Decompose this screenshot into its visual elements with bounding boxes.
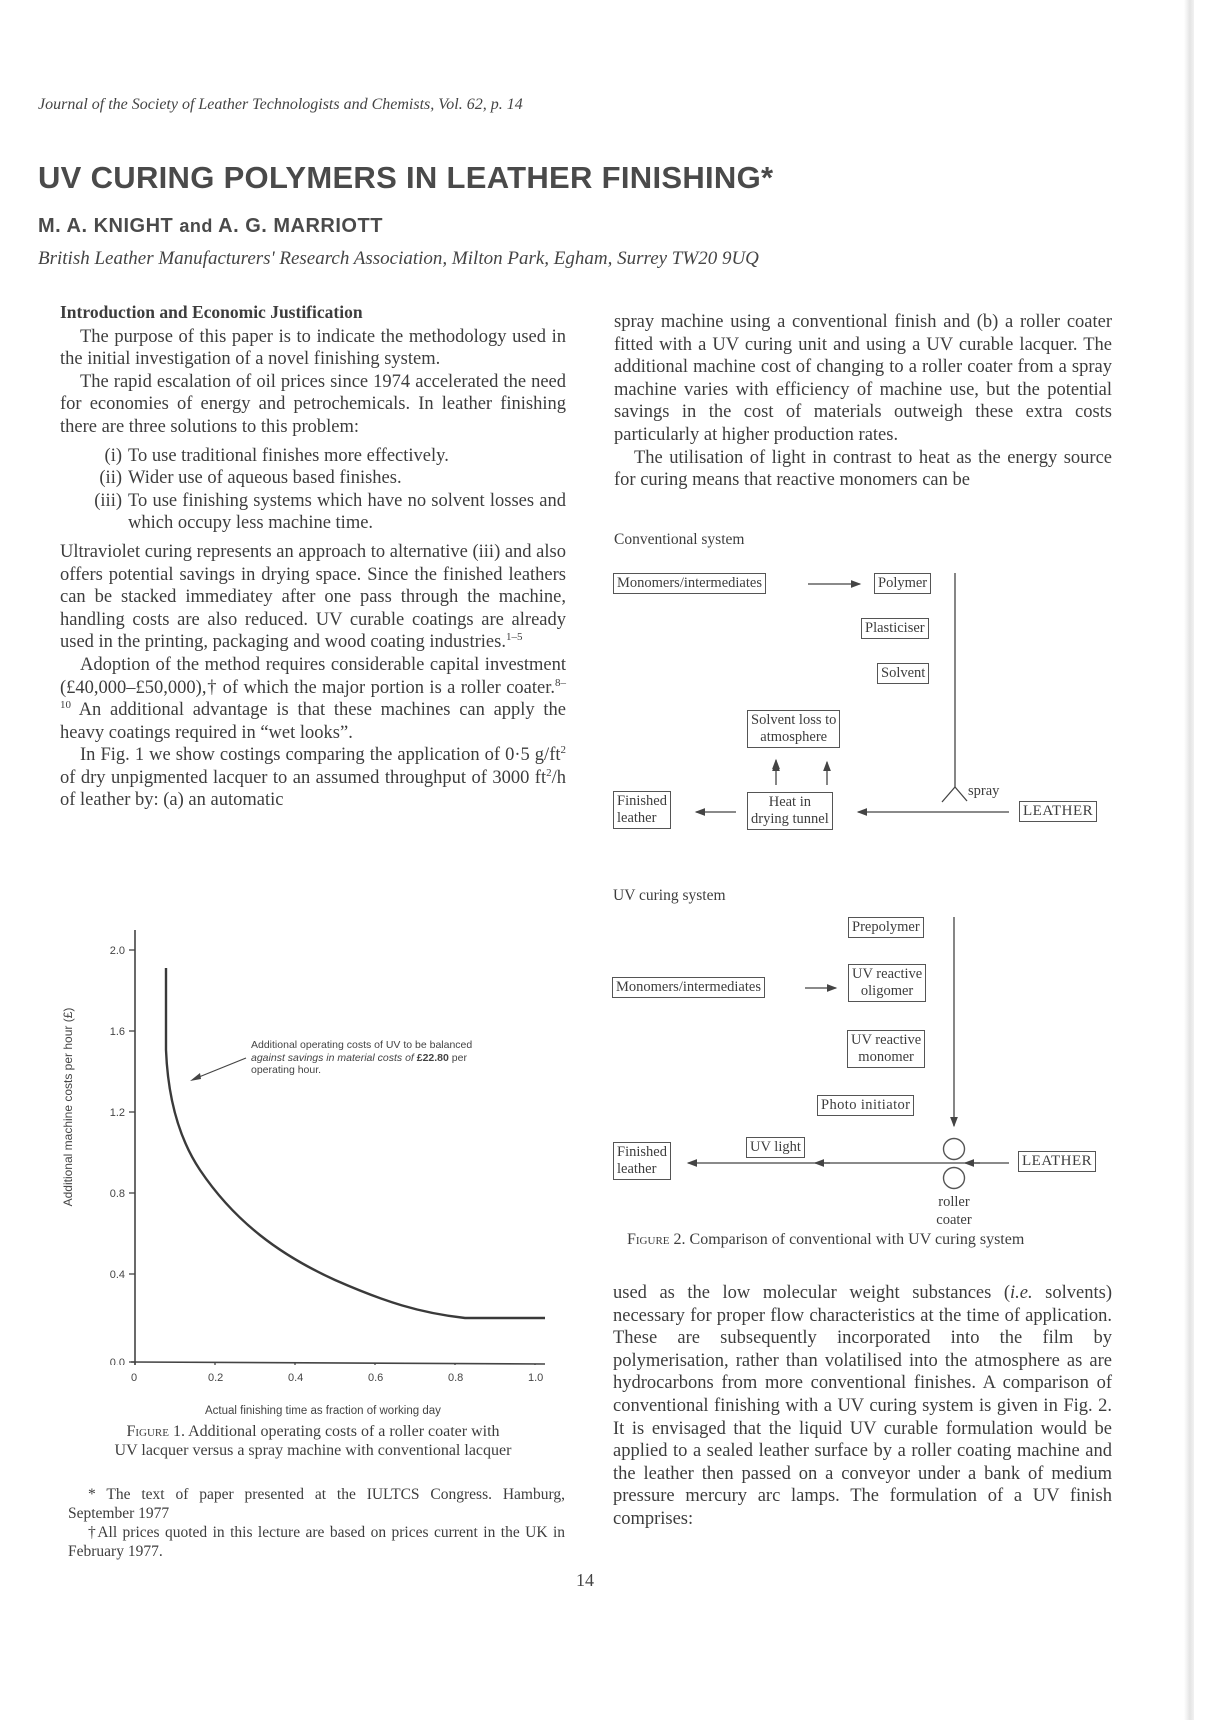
chart-annotation: Additional operating costs of UV to be balanced against savings in material costs of £22.80 per operating hour. (251, 1039, 473, 1076)
section-heading: Introduction and Economic Justification (60, 302, 363, 322)
box-uv-oligomer: UV reactive oligomer (848, 964, 926, 1002)
y-axis-label: Additional machine costs per hour (£) (61, 1007, 75, 1207)
left-column (60, 301, 566, 812)
citation-superscript: 1–5 (505, 631, 523, 644)
roller-coater-label: roller coater (936, 1194, 972, 1228)
paragraph: Ultraviolet curing represents an approach to alternative (iii) and also offers potential savings in drying space. Since the finished leathers can be stacked immediatey after one pass through the machine, handling costs are also reduced. UV curable coatings are already used in the printing, packaging and wood coating industries.$^{1-5}$ (60, 541, 566, 653)
paragraph: used as the low molecular weight substances (i.e. solvents) necessary for proper flow characteristics at the time of application. These are subsequently incorporated into the film by polymerisation, rather than volatilised into the atmosphere as are hydrocarbons from more conventional finishes. A comparison of conventional finishing with a UV curing system is given in Fig. 2. It is envisaged that the liquid UV curable formulation would be applied to a sealed leather surface by a roller coating machine and the leather then passed on a conveyor under a bank of medium pressure mercury arc lamps. The formulation of a UV finish comprises: (613, 1283, 1112, 1529)
footnote: †All prices quoted in this lecture are based on prices current in the UK in February 1977. (68, 1524, 565, 1560)
list-item: (i) To use traditional finishes more effectively. (104, 445, 449, 466)
solutions-list (60, 445, 566, 535)
x-tick-label: 0.2 (208, 1372, 224, 1384)
x-tick-label: 1.0 (528, 1372, 544, 1384)
x-axis-label: Actual finishing time as fraction of working day (205, 1405, 441, 1417)
list-item: (iii) To use finishing systems which have no solvent losses and which occupy less machine time. (94, 490, 566, 534)
roller-bottom-icon (944, 1168, 965, 1189)
y-tick-label: 0.4 (109, 1269, 125, 1281)
x-tick-label: 0.6 (368, 1372, 384, 1384)
x-tick-label: 0.4 (288, 1372, 304, 1384)
paragraph: The utilisation of light in contrast to heat as the energy source for curing means that reactive monomers can be (614, 447, 1112, 491)
affiliation: British Leather Manufacturers' Research Association, Milton Park, Egham, Surrey TW20 9UQ (38, 248, 759, 269)
paragraph: The rapid escalation of oil prices since 1974 accelerated the need for economies of energy and petrochemicals. In leather finishing there are three solutions to this problem: (60, 371, 566, 437)
box-monomers: Monomers/intermediates (613, 573, 766, 594)
y-tick-label: 0.8 (109, 1188, 125, 1200)
right-column-bottom (613, 1282, 1112, 1531)
x-tick-label: 0 (131, 1372, 138, 1384)
cost-curve (166, 968, 545, 1318)
author-and: and (179, 216, 213, 236)
footnotes (68, 1485, 565, 1561)
figure-1-chart (60, 925, 580, 1365)
box-finished-leather: Finished leather (613, 791, 671, 829)
footnote: * The text of paper presented at the IULTCS Congress. Hamburg, September 1977 (68, 1486, 565, 1522)
box-uv-leather: LEATHER (1018, 1151, 1096, 1172)
figure-1-caption: Figure 1. Additional operating costs of a roller coater with UV lacquer versus a spray machine with conventional lacquer (114, 1423, 512, 1459)
x-axis (131, 1362, 545, 1364)
box-uv-monomer: UV reactive monomer (847, 1030, 925, 1068)
box-solvent-loss: Solvent loss to atmosphere (747, 710, 840, 748)
box-polymer: Polymer (874, 573, 931, 594)
annotation-arrow (194, 1058, 246, 1079)
journal-citation: Journal of the Society of Leather Technologists and Chemists, Vol. 62, p. 14 (38, 96, 523, 113)
y-tick-label: 2.0 (109, 945, 125, 957)
scan-page-edge (1184, 0, 1194, 1720)
right-column-top (614, 311, 1112, 492)
box-uv-finished-leather: Finished leather (613, 1142, 671, 1180)
y-tick-label: 0.0 (109, 1357, 125, 1365)
dagger-mark: † (206, 677, 218, 698)
y-tick-label: 1.6 (109, 1026, 125, 1038)
author-2: A. G. MARRIOTT (218, 215, 383, 237)
box-prepolymer: Prepolymer (848, 917, 924, 938)
citation-superscript: 8–10 (60, 676, 567, 711)
paragraph: The purpose of this paper is to indicate the methodology used in the initial investigation of a novel finishing system. (60, 326, 566, 370)
list-item: (ii) Wider use of aqueous based finishes. (99, 468, 402, 489)
box-uv-monomers: Monomers/intermediates (612, 977, 765, 998)
paper-title: UV CURING POLYMERS IN LEATHER FINISHING* (38, 160, 774, 195)
box-solvent: Solvent (877, 663, 929, 684)
box-heat-drying-tunnel: Heat in drying tunnel (747, 792, 833, 830)
box-uv-light: UV light (746, 1137, 805, 1158)
paragraph: In Fig. 1 we show costings comparing the application of 0·5 $g/ft^2$ of dry unpigmented lacquer to an assumed throughput of 3000 $ft^2/h$ of leather by: (a) an automatic (60, 744, 566, 811)
page-number: 14 (576, 1570, 594, 1590)
author-1: M. A. KNIGHT (38, 215, 174, 237)
paragraph: Adoption of the method requires considerable capital investment (£40,000–£50,000),† of which the major portion is a roller coater.$^{8-10}$ An additional advantage is that these machines can apply the heavy coatings required in “wet looks”. (60, 654, 567, 743)
authors (38, 215, 383, 238)
arrowhead-icon (190, 1073, 201, 1081)
box-plasticiser: Plasticiser (861, 618, 929, 639)
x-tick-label: 0.8 (448, 1372, 464, 1384)
figure-2-caption: Figure 2. Comparison of conventional with UV curing system (627, 1231, 1025, 1248)
uv-system-label: UV curing system (613, 887, 726, 904)
roller-top-icon (944, 1139, 965, 1160)
paragraph: spray machine using a conventional finish and (b) a roller coater fitted with a UV curing unit and using a UV curable lacquer. The additional machine cost of changing to a roller coater from a spray machine varies with efficiency of machine use, but the potential savings in the cost of materials outweigh these extra costs particularly at higher production rates. (614, 312, 1112, 445)
conventional-system-label: Conventional system (614, 531, 745, 548)
box-leather: LEATHER (1019, 801, 1097, 822)
y-tick-label: 1.2 (109, 1107, 125, 1119)
spray-label: spray (968, 783, 1000, 799)
box-photo-initiator: Photo initiator (817, 1095, 914, 1116)
